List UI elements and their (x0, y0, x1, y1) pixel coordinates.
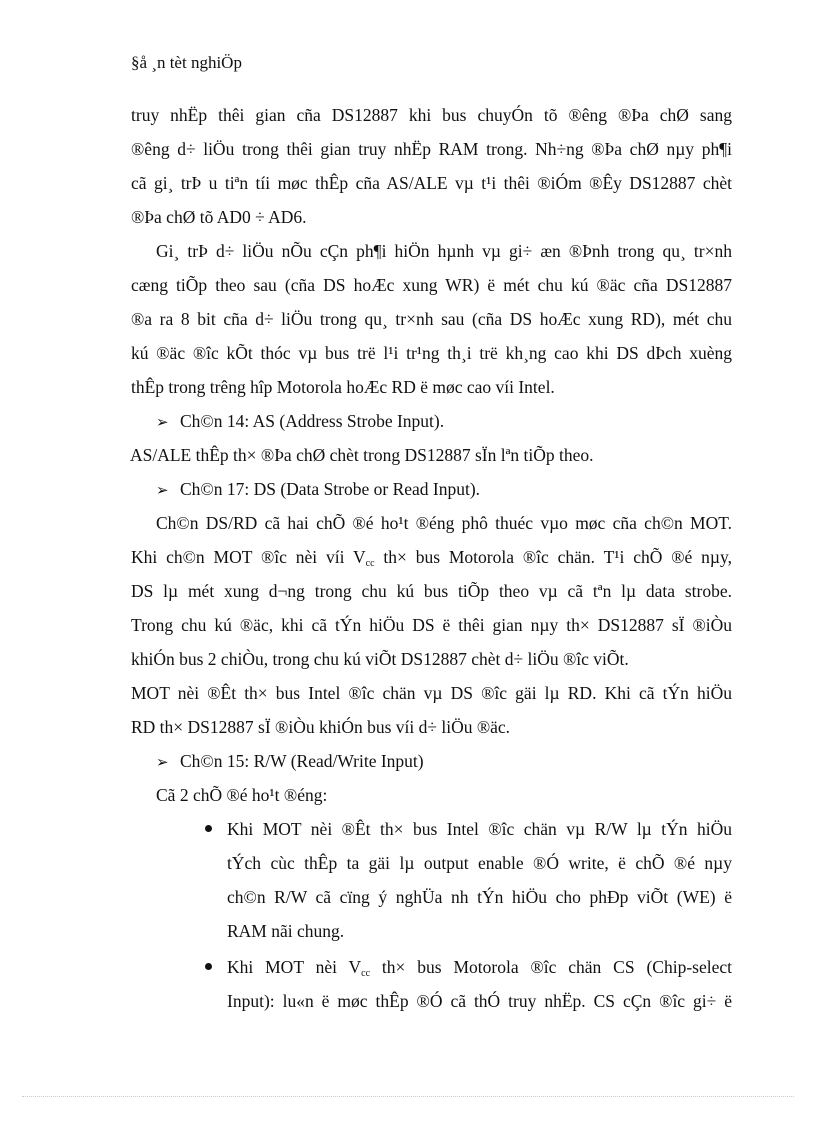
text-line: RD th× DS12887 sÏ ®iÒu khiÓn bus víi d÷ liÖu ®äc. (131, 717, 511, 737)
arrow-bullet-icon: ➢ (156, 483, 169, 499)
text-line: ®Þa chØ tõ AD0 ÷ AD6. (131, 207, 307, 227)
pin-heading (131, 744, 732, 778)
pin-heading-text: Ch©n 15: R/W (Read/Write Input) (180, 751, 424, 771)
pin-heading-text: Ch©n 17: DS (Data Strobe or Read Input). (180, 479, 481, 499)
bullet-dot-icon (205, 825, 212, 832)
text-line: thÊp trong trêng hîp Motorola hoÆc RD ë møc cao víi Intel. (131, 377, 555, 397)
text-line: cæng tiÕp theo sau (cña DS hoÆc xung WR) ë mét chu kú ®äc cña DS12887 (131, 275, 732, 295)
arrow-bullet-icon: ➢ (156, 415, 169, 431)
text-line: ®êng d÷ liÖu trong thêi gian truy nhËp RAM trong. Nh÷ng ®Þa chØ nµy ph¶i (131, 139, 732, 159)
pin-heading (131, 404, 732, 438)
text-line: AS/ALE thÊp th× ®Þa chØ chèt trong DS12887 sÏn lªn tiÕp theo. (130, 445, 594, 465)
text-line: Khi ch©n MOT ®îc nèi víi $V_{cc}$ th× bus Motorola ®îc chän. T¹i chÕ ®é nµy, (131, 547, 732, 569)
document-body (131, 98, 732, 1018)
list-item: Khi MOT nèi $V_{cc}$ th× bus Motorola ®îc chän CS (Chip-select (131, 950, 732, 984)
text-line: ch©n R/W cã cïng ý nghÜa nh tÝn hiÖu cho phÐp viÕt (WE) ë (227, 887, 732, 907)
page-header: §å ¸n tèt nghiÖp (131, 53, 242, 72)
text-line: Cã 2 chÕ ®é ho¹t ®éng: (156, 785, 328, 805)
text-line: DS lµ mét xung d¬ng trong chu kú bus tiÕp theo vµ cã tªn lµ data strobe. (131, 581, 732, 601)
arrow-bullet-icon: ➢ (156, 755, 169, 771)
bullet-dot-icon (205, 963, 212, 970)
text-line: tÝch cùc thÊp ta gäi lµ output enable ®Ó write, ë chÕ ®é nµy (227, 853, 732, 873)
text-line: kú ®äc ®îc kÕt thóc vµ bus trë l¹i tr¹ng th¸i trë kh¸ng cao khi DS dÞch xuèng (131, 343, 732, 363)
text-line: truy nhËp thêi gian cña DS12887 khi bus chuyÓn tõ ®êng ®Þa chØ sang (131, 105, 732, 125)
text-line: Ch©n DS/RD cã hai chÕ ®é ho¹t ®éng phô thuéc vµo møc cña ch©n MOT. (156, 513, 732, 533)
text-line: ®a ra 8 bit cña d÷ liÖu trong qu¸ tr×nh sau (cña DS hoÆc xung RD), mét chu (131, 309, 732, 329)
text-line: khiÓn bus 2 chiÒu, trong chu kú viÕt DS12887 chèt d÷ liÖu ®îc viÕt. (131, 649, 629, 669)
text-line: RAM nãi chung. (227, 921, 345, 941)
text-line: Input): lu«n ë møc thÊp ®Ó cã thÓ truy nhËp. CS cÇn ®îc gi÷ ë (227, 991, 732, 1011)
pin-heading-text: Ch©n 14: AS (Address Strobe Input). (180, 411, 445, 431)
text-line: Trong chu kú ®äc, khi cã tÝn hiÖu DS ë thêi gian nµy th× DS12887 sÏ ®iÒu (131, 615, 732, 635)
text-line: cã gi¸ trÞ u tiªn tíi møc thÊp cña AS/ALE vµ t¹i thêi ®iÓm ®Êy DS12887 chèt (131, 173, 732, 193)
text-line: MOT nèi ®Êt th× bus Intel ®îc chän vµ DS ®îc gäi lµ RD. Khi cã tÝn hiÖu (131, 683, 732, 703)
list-item: Khi MOT nèi ®Êt th× bus Intel ®îc chän vµ R/W lµ tÝn hiÖu (131, 812, 732, 846)
page-bottom-rule (22, 1096, 794, 1097)
text-line: Gi¸ trÞ d÷ liÖu nÕu cÇn ph¶i hiÖn hµnh vµ gi÷ æn ®Þnh trong qu¸ tr×nh (156, 241, 732, 261)
pin-heading (131, 472, 732, 506)
